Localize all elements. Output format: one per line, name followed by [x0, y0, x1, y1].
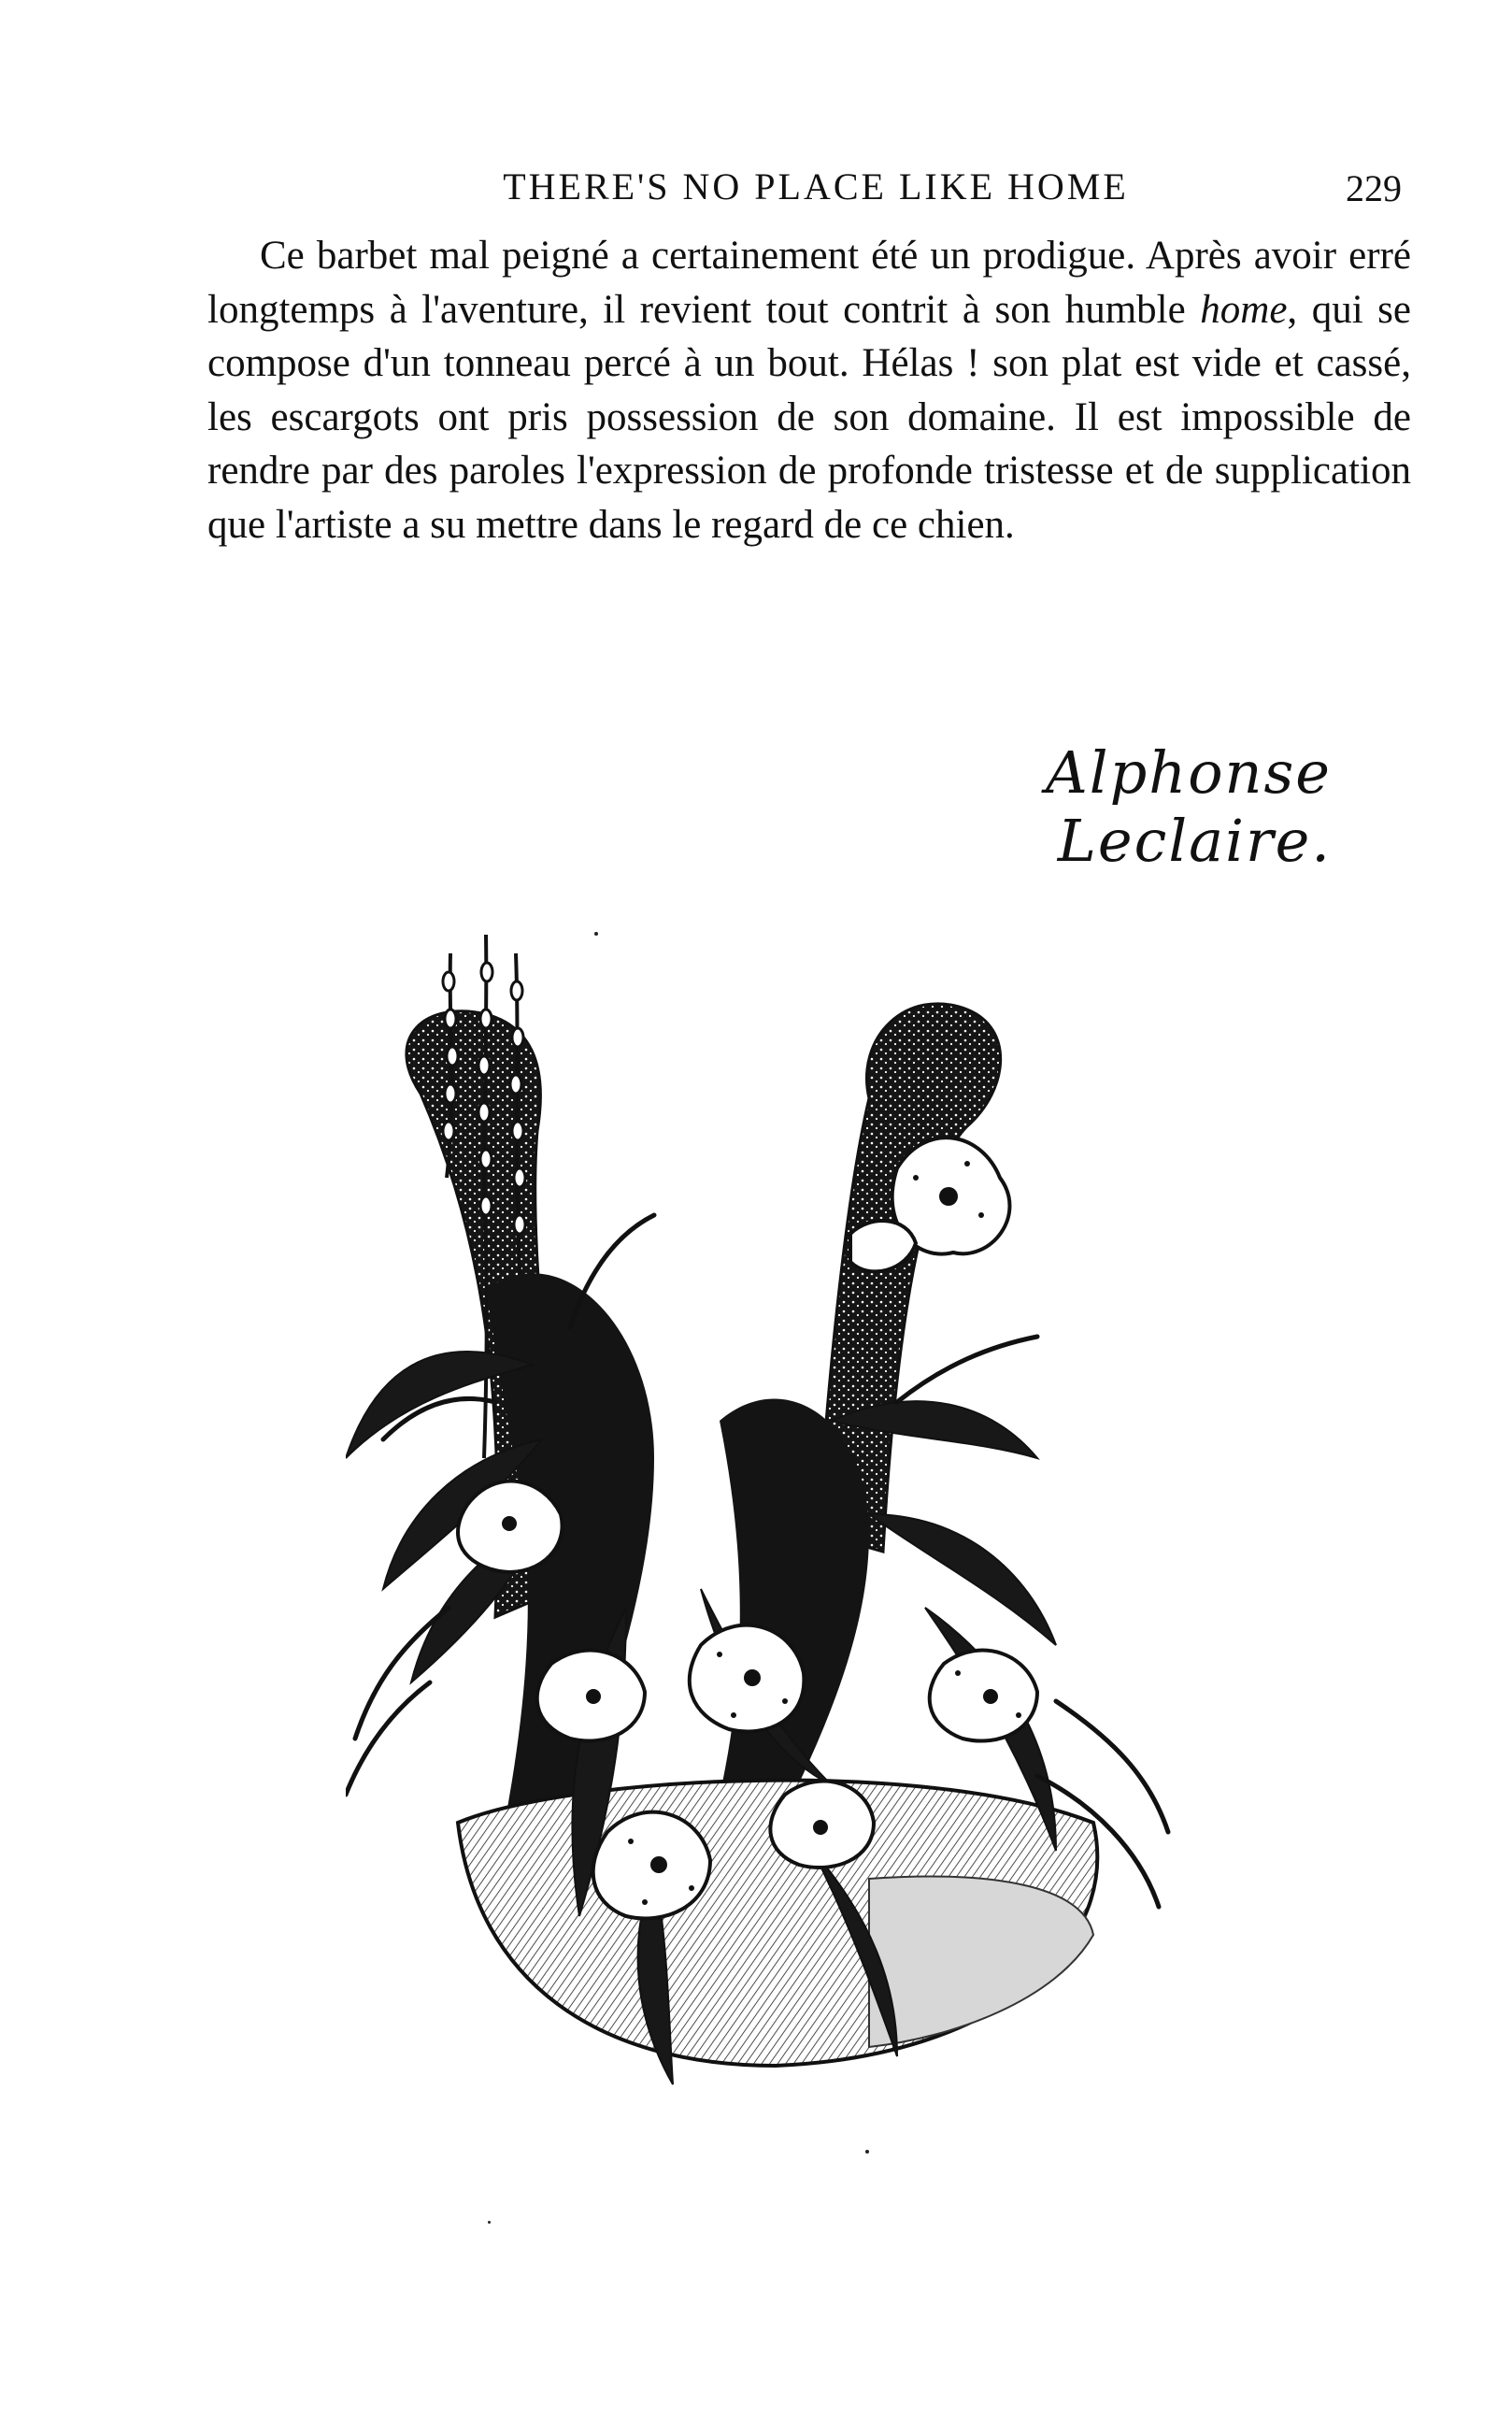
paragraph-text-start: Ce barbet mal peigné a certainement été un prodigue. Après avoir erré longtemps à l'aventure, il revient tout contrit à son humble [207, 234, 1411, 332]
ink-speck [488, 2221, 491, 2224]
signature: Alphonse Leclaire. [1046, 738, 1332, 875]
floral-arrangement-illustration [346, 935, 1205, 2197]
paragraph-text-end: , qui se compose d'un tonneau percé à un bout. Hélas ! son plat est vide et cassé, les escargots ont pris possession de son domaine. Il est impossible de rendre par des paroles l'expression de profonde tristesse et de supplication que l'artiste a su mettre dans le regard de ce chien. [207, 287, 1411, 547]
italic-word: home [1200, 287, 1288, 332]
body-text [207, 229, 1411, 551]
basket-shadow [869, 1877, 1093, 2048]
running-head: THERE'S NO PLACE LIKE HOME [503, 165, 1129, 208]
page-number: 229 [1346, 167, 1402, 209]
paragraph [207, 229, 1411, 551]
